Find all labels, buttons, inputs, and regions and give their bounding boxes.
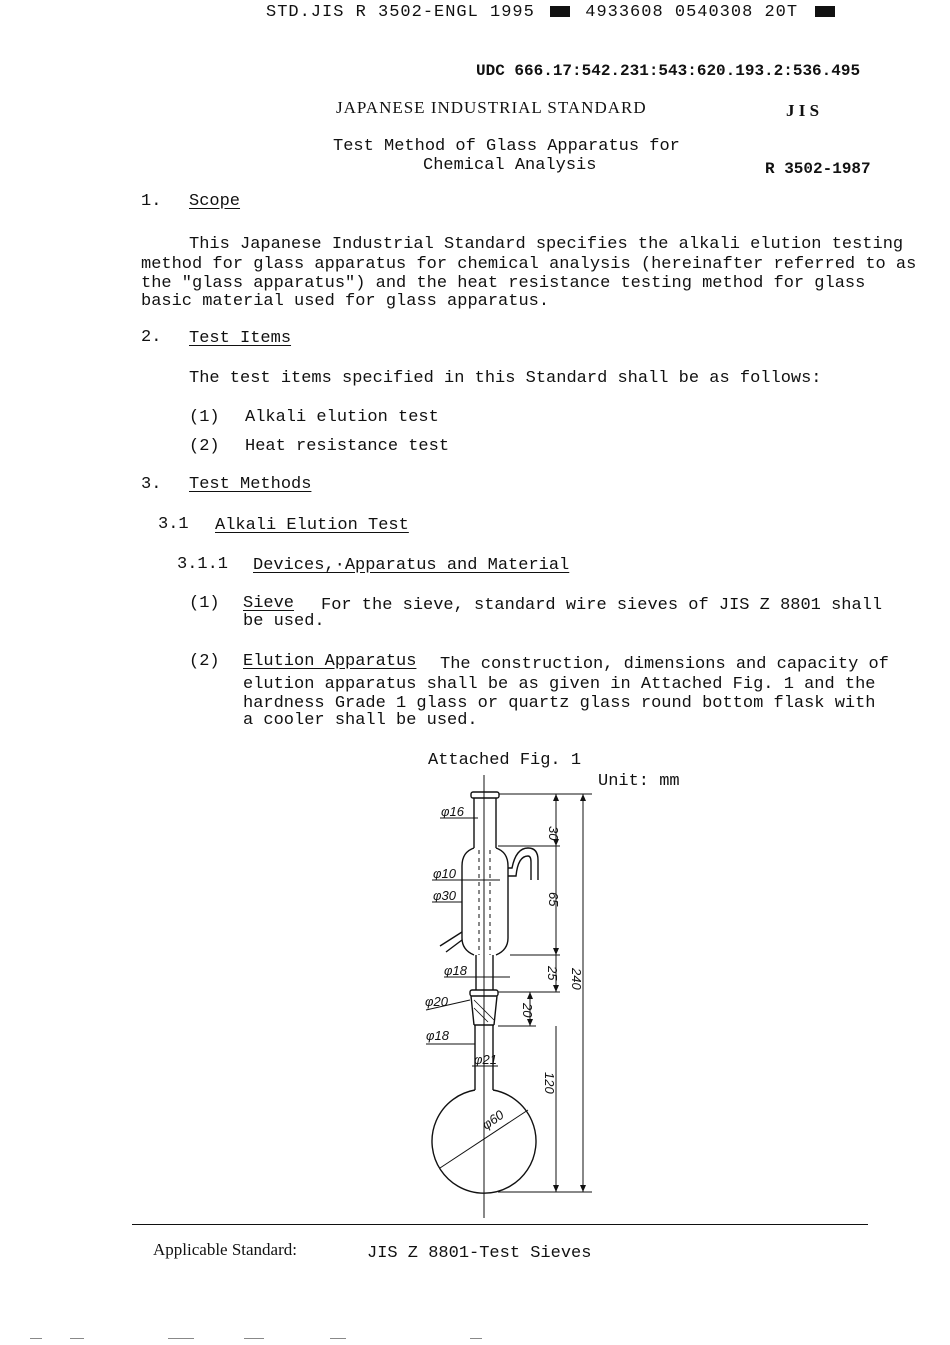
section-2-heading: Test Items — [189, 329, 292, 348]
standard-type: JAPANESE INDUSTRIAL STANDARD — [336, 98, 647, 117]
scan-artifact — [470, 1338, 482, 1339]
section-3-heading: Test Methods — [189, 475, 312, 494]
label-d10: φ10 — [433, 866, 456, 881]
label-h120: 120 — [542, 1072, 557, 1094]
section-3-1-heading: Alkali Elution Test — [215, 516, 409, 535]
method-item-2-num: (2) — [189, 652, 220, 671]
label-d60: φ60 — [479, 1107, 507, 1133]
label-d18-upper: φ18 — [444, 963, 467, 978]
applicable-standard-value: JIS Z 8801-Test Sieves — [367, 1244, 592, 1263]
test-items-intro: The test items specified in this Standard shall be as follows: — [189, 369, 822, 388]
section-3-1-1-number: 3.1.1 — [177, 555, 229, 574]
label-h30: 30 — [546, 826, 561, 841]
title-line-2: Chemical Analysis — [423, 156, 597, 175]
test-item-1-text: Alkali elution test — [245, 408, 439, 427]
applicable-standard-label: Applicable Standard: — [153, 1240, 297, 1259]
scope-line-4: basic material used for glass apparatus. — [141, 292, 550, 311]
section-1-heading: Scope — [189, 192, 241, 211]
footer-rule — [132, 1224, 868, 1225]
label-h240: 240 — [569, 968, 584, 990]
label-h25: 25 — [545, 966, 560, 981]
test-item-2-num: (2) — [189, 437, 220, 456]
scan-artifact — [244, 1338, 264, 1339]
label-d18-lower: φ18 — [426, 1028, 449, 1043]
scope-line-1: This Japanese Industrial Standard specifies the alkali elution testing — [189, 235, 904, 254]
method-item-1-line-1: For the sieve, standard wire sieves of JIS Z 8801 shall — [321, 596, 883, 615]
header-stamp-codes: 4933608 0540308 20T — [585, 3, 799, 22]
scan-artifact — [330, 1338, 346, 1339]
title-line-1: Test Method of Glass Apparatus for — [333, 137, 680, 156]
label-d20: φ20 — [425, 994, 448, 1009]
method-item-2-line-2: elution apparatus shall be as given in Attached Fig. 1 and the — [243, 675, 876, 694]
label-d16: φ16 — [441, 804, 464, 819]
udc-code: UDC 666.17:542.231:543:620.193.2:536.495 — [476, 62, 861, 80]
label-d30: φ30 — [433, 888, 456, 903]
header-stamp-left: STD.JIS R 3502-ENGL 1995 — [266, 3, 535, 22]
scope-line-2: method for glass apparatus for chemical analysis (hereinafter referred to as — [141, 255, 917, 274]
method-item-2-line-3: hardness Grade 1 glass or quartz glass round bottom flask with — [243, 694, 876, 713]
method-item-1-num: (1) — [189, 594, 220, 613]
section-1-number: 1. — [141, 192, 162, 211]
label-d21: φ21 — [474, 1052, 497, 1067]
section-3-number: 3. — [141, 475, 162, 494]
method-item-2-term: Elution Apparatus — [243, 652, 417, 671]
label-h20: 20 — [520, 1003, 535, 1018]
section-3-1-1-heading: Devices,·Apparatus and Material — [253, 556, 570, 575]
test-item-2-text: Heat resistance test — [245, 437, 450, 456]
section-3-1-number: 3.1 — [158, 515, 189, 534]
scan-artifact — [70, 1338, 84, 1339]
doc-number: R 3502-1987 — [765, 160, 871, 178]
label-h65: 65 — [546, 892, 561, 907]
method-item-1-line-2: be used. — [243, 612, 325, 631]
jis-mark: J I S — [786, 101, 820, 120]
method-item-2-line-4: a cooler shall be used. — [243, 711, 478, 730]
scope-line-3: the "glass apparatus") and the heat resistance testing method for glass — [141, 274, 866, 293]
scan-artifact — [30, 1338, 42, 1339]
method-item-1-term: Sieve — [243, 594, 295, 613]
scan-artifact — [168, 1338, 194, 1339]
method-item-2-line-1: The construction, dimensions and capacity of — [440, 655, 889, 674]
figure-caption: Attached Fig. 1 — [428, 751, 582, 770]
test-item-1-num: (1) — [189, 408, 220, 427]
figure-unit: Unit: mm — [598, 772, 680, 791]
section-2-number: 2. — [141, 328, 162, 347]
